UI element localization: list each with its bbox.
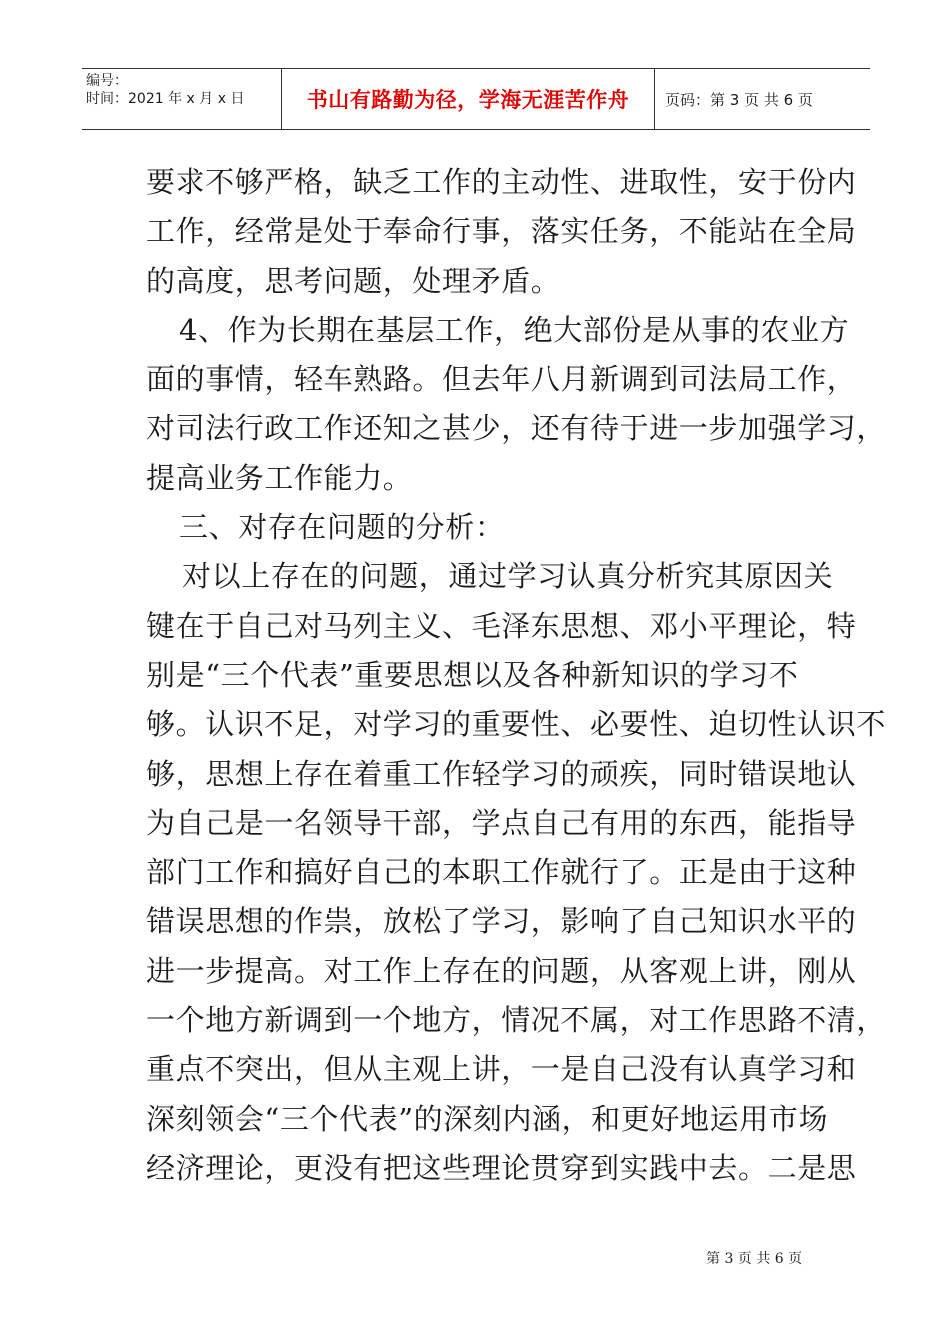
body-line: 的高度，思考问题，处理矛盾。 [146,263,561,298]
page-footer: 第 3 页 共 6 页 [706,1251,803,1267]
document-time-label: 时间：2021 年 x 月 x 日 [86,91,245,107]
body-line: 工作，经常是处于奉命行事，落实任务，不能站在全局 [146,214,857,249]
document-number-label: 编号： [86,73,128,89]
header-meta [82,69,282,129]
page-header [82,68,870,130]
body-line: 部门工作和搞好自己的本职工作就行了。正是由于这种 [146,855,857,890]
body-line: 够。认识不足，对学习的重要性、必要性、迫切性认识不 [146,707,887,742]
section-heading: 三、对存在问题的分析： [179,510,505,545]
body-line: 为自己是一名领导干部，学点自己有用的东西，能指导 [146,805,857,840]
body-line: 对以上存在的问题，通过学习认真分析究其原因关 [182,559,834,594]
document-body [146,158,887,1193]
body-line: 进一步提高。对工作上存在的问题，从客观上讲，刚从 [146,953,857,988]
header-page-number: 页码：第 3 页 共 6 页 [665,90,813,109]
body-line: 4、作为长期在基层工作，绝大部份是从事的农业方 [179,312,850,347]
body-line: 要求不够严格，缺乏工作的主动性、进取性，安于份内 [146,165,857,199]
header-motto: 书山有路勤为径，学海无涯苦作舟 [282,69,655,129]
body-line: 提高业务工作能力。 [146,460,413,495]
body-line: 深刻领会“三个代表”的深刻内涵，和更好地运用市场 [146,1101,829,1136]
body-line: 重点不突出，但从主观上讲，一是自己没有认真学习和 [146,1052,857,1087]
body-line: 键在于自己对马列主义、毛泽东思想、邓小平理论，特 [146,608,857,643]
body-line: 别是“三个代表”重要思想以及各种新知识的学习不 [146,657,799,692]
body-line: 面的事情，轻车熟路。但去年八月新调到司法局工作， [146,362,857,397]
body-line: 错误思想的作祟，放松了学习，影响了自己知识水平的 [146,904,857,939]
body-line: 对司法行政工作还知之甚少，还有待于进一步加强学习， [146,411,887,446]
body-line: 一个地方新调到一个地方，情况不属，对工作思路不清， [146,1003,887,1038]
body-line: 经济理论，更没有把这些理论贯穿到实践中去。二是思 [146,1150,857,1185]
body-line: 够，思想上存在着重工作轻学习的顽疾，同时错误地认 [146,756,857,791]
